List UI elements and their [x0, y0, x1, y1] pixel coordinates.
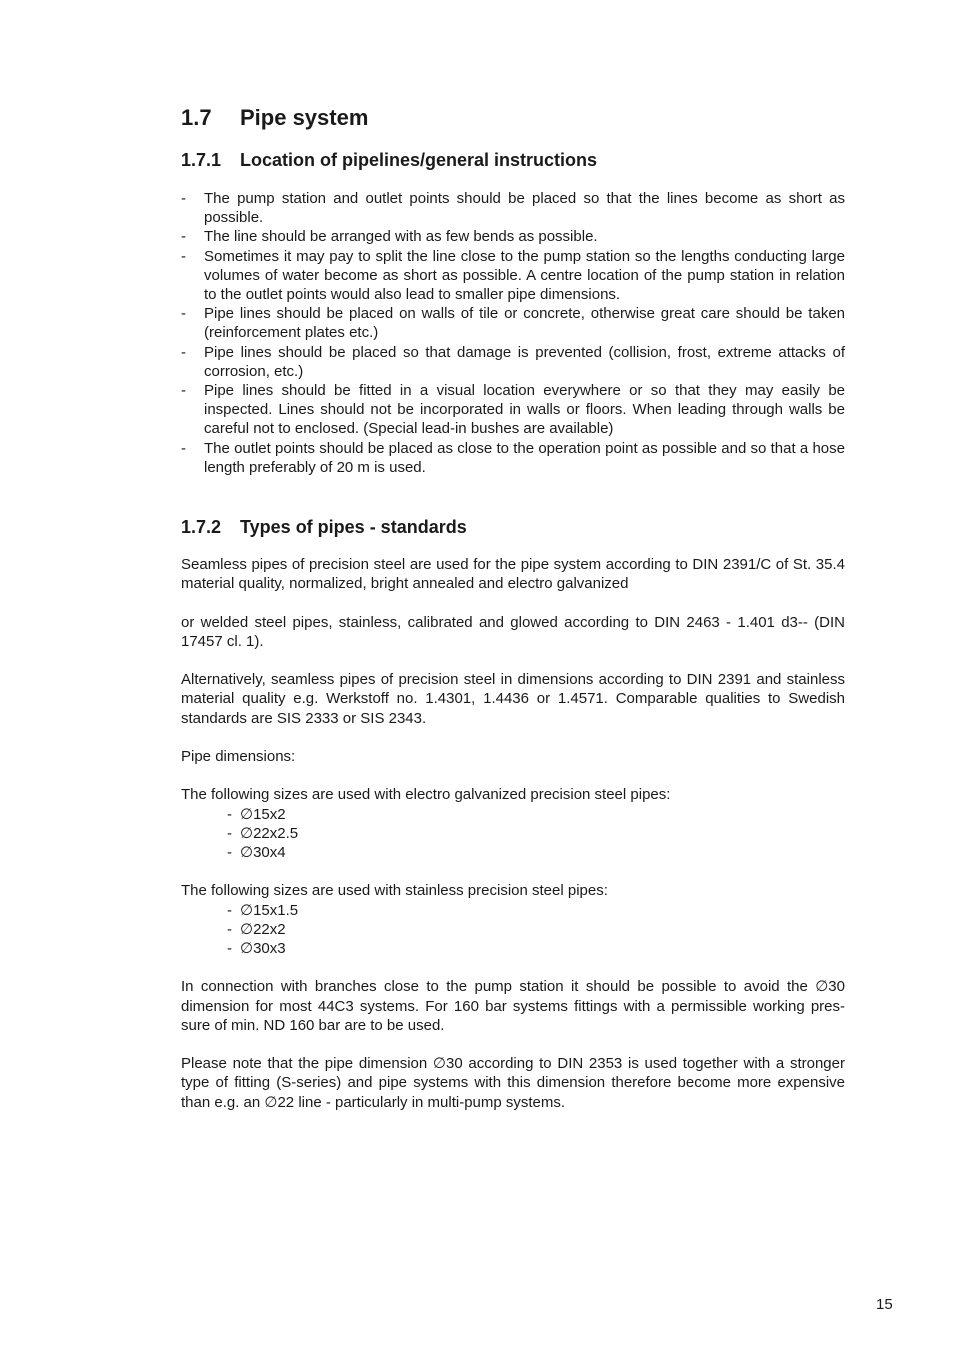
paragraph: Seamless pipes of precision steel are used for the pipe system according to DIN 2391/C of St. 35.4 material quality, normalized, bright annealed and electro galvanized [181, 556, 845, 593]
galvanized-sizes-list [181, 805, 845, 863]
list-item: - ∅15x1.5 [227, 901, 845, 920]
list-item: - Pipe lines should be placed so that damage is prevented (collision, frost, extreme attacks of corrosion, etc.) [181, 343, 845, 381]
list-item: - ∅15x2 [227, 805, 845, 824]
subsection-title-1: Location of pipelines/general instructions [240, 150, 598, 170]
section-number: 1.7 [181, 105, 212, 130]
subsection-heading-1 [181, 148, 845, 172]
paragraph: Please note that the pipe dimension ∅30 according to DIN 2353 is used together with a stronger type of fitting (S-series) and pipe systems with this dimension therefore become more expensive than e.g. an ∅22 line - particularly in multi-pump systems. [181, 1055, 845, 1111]
list-item: - Sometimes it may pay to split the line close to the pump station so the lengths conducting large volumes of water become as short as possible. A centre location of the pump station in relation to the outlet points would also lead to smaller pipe dimensions. [181, 247, 845, 305]
section-title: Pipe system [240, 105, 369, 130]
paragraph: In connection with branches close to the pump station it should be possible to avoid the ∅30 dimension for most 44C3 systems. For 160 bar systems fittings with a permissible working pres- sure of min. ND 160 bar are to be used. [181, 978, 845, 1034]
subsection-number-1: 1.7.1 [181, 150, 222, 170]
paragraph: Pipe dimensions: [181, 748, 296, 766]
list-item: - The outlet points should be placed as close to the operation point as possible and so that a hose length preferably of 20 m is used. [181, 439, 845, 477]
subsection-number-2: 1.7.2 [181, 517, 222, 538]
location-instructions-list [181, 189, 845, 477]
paragraph: The following sizes are used with electro galvanized precision steel pipes: [181, 786, 671, 804]
list-item: - ∅22x2 [227, 920, 845, 939]
list-item: - Pipe lines should be placed on walls of tile or concrete, otherwise great care should be taken (reinforcement plates etc.) [181, 304, 845, 342]
subsection-title-2: Types of pipes - standards [240, 517, 467, 538]
section-heading [181, 104, 845, 132]
paragraph: or welded steel pipes, stainless, calibrated and glowed according to DIN 2463 - 1.401 d3-- (DIN 17457 cl. 1). [181, 613, 845, 650]
paragraph: The following sizes are used with stainless precision steel pipes: [181, 882, 608, 900]
paragraph: Alternatively, seamless pipes of precision steel in dimensions according to DIN 2391 and stainless material quality e.g. Werkstoff no. 1.4301, 1.4436 or 1.4571. Comparable qualities to Swedish standards are SIS 2333 or SIS 2343. [181, 671, 845, 727]
page-number: 15 [876, 1296, 893, 1313]
list-item: - The pump station and outlet points should be placed so that the lines become as short as possible. [181, 189, 845, 227]
document-page [181, 104, 845, 1112]
list-item: - ∅30x4 [227, 843, 845, 862]
list-item: - ∅30x3 [227, 939, 845, 958]
list-item: - Pipe lines should be fitted in a visual location everywhere or so that they may easily be inspected. Lines should not be incorporated in walls or floors. When leading through walls be careful not to enclosed. (Special lead-in bushes are available) [181, 381, 845, 439]
stainless-sizes-list [181, 901, 845, 959]
subsection-heading-2 [181, 515, 845, 539]
list-item: - ∅22x2.5 [227, 824, 845, 843]
list-item: - The line should be arranged with as few bends as possible. [181, 227, 845, 246]
